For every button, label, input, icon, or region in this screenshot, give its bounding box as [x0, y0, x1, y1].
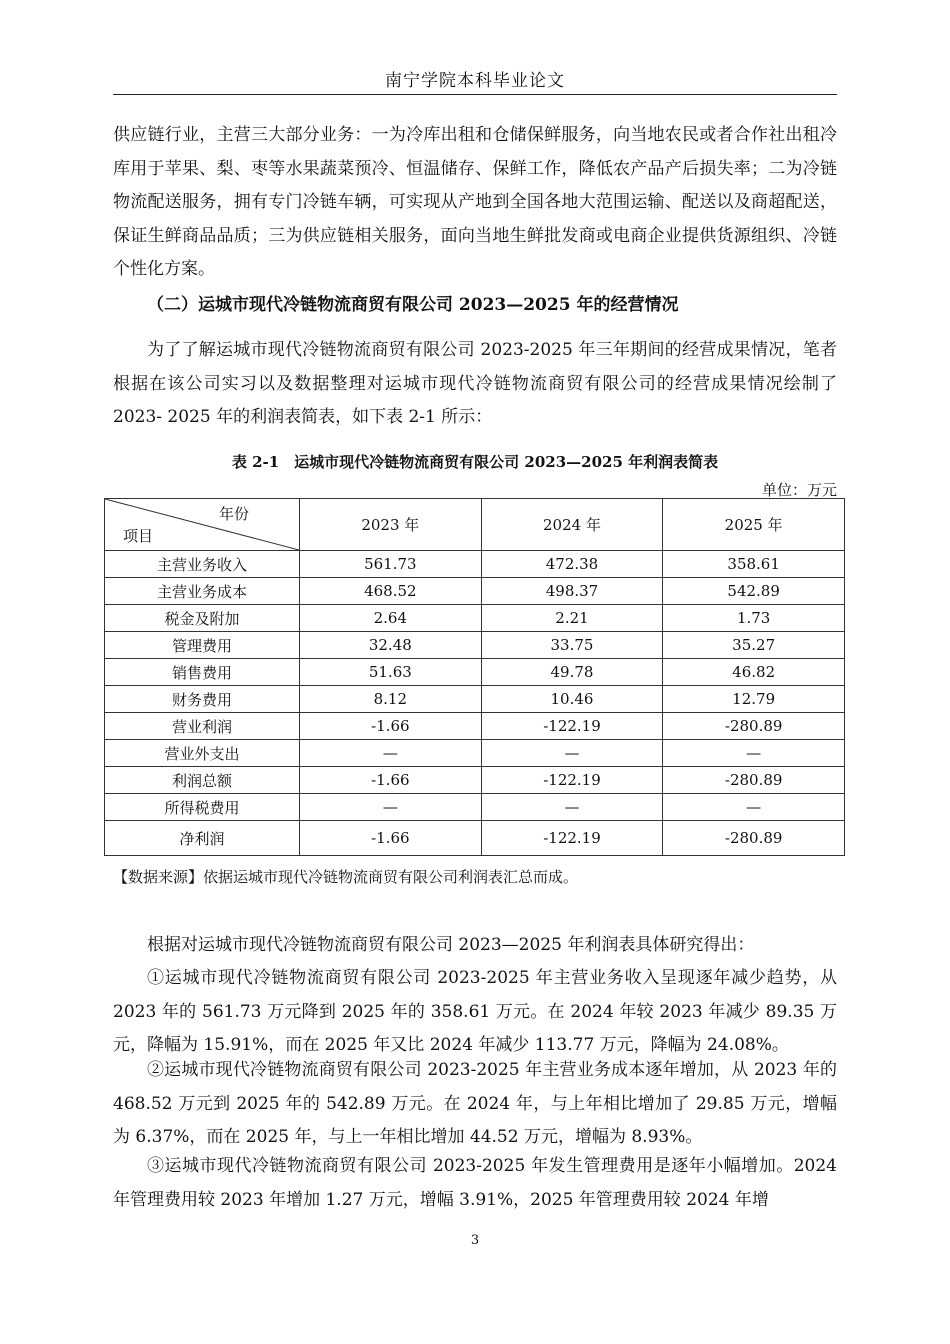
row-label: 净利润	[105, 821, 300, 856]
table-cell: —	[300, 740, 482, 767]
corner-item-label: 项目	[123, 527, 154, 545]
section-heading: （二）运城市现代冷链物流商贸有限公司 2023—2025 年的经营情况	[147, 295, 679, 315]
analysis-point-3: ③运城市现代冷链物流商贸有限公司 2023-2025 年发生管理费用是逐年小幅增加。2024 年管理费用较 2023 年增加 1.27 万元，增幅 3.91%，2025 年管理费用较 2024 年增	[113, 1156, 837, 1210]
table-row	[105, 794, 845, 821]
table-row	[105, 632, 845, 659]
table-cell: 46.82	[663, 659, 845, 686]
table-cell: 468.52	[300, 578, 482, 605]
row-label: 利润总额	[105, 767, 300, 794]
table-cell: -1.66	[300, 767, 482, 794]
table-cell: —	[481, 794, 663, 821]
table-cell: 542.89	[663, 578, 845, 605]
table-cell: —	[663, 794, 845, 821]
table-cell: —	[663, 740, 845, 767]
column-header-2025: 2025 年	[663, 499, 845, 551]
table-unit: 单位：万元	[761, 481, 837, 499]
table-cell: -1.66	[300, 821, 482, 856]
table-cell: 10.46	[481, 686, 663, 713]
header-divider	[113, 94, 837, 95]
row-label: 营业利润	[105, 713, 300, 740]
page-number: 3	[470, 1233, 480, 1248]
table-cell: 358.61	[663, 551, 845, 578]
table-cell: 49.78	[481, 659, 663, 686]
table-cell: 35.27	[663, 632, 845, 659]
table-cell: -1.66	[300, 713, 482, 740]
table-row	[105, 821, 845, 856]
table-cell: -122.19	[481, 713, 663, 740]
table-cell: -280.89	[663, 767, 845, 794]
table-cell: 2.21	[481, 605, 663, 632]
row-label: 管理费用	[105, 632, 300, 659]
table-cell: 8.12	[300, 686, 482, 713]
section-paragraph: 为了了解运城市现代冷链物流商贸有限公司 2023-2025 年三年期间的经营成果情况，笔者根据在该公司实习以及数据整理对运城市现代冷链物流商贸有限公司的经营成果情况绘制了 2023- 2025 年的利润表简表，如下表 2-1 所示：	[113, 340, 837, 427]
row-label: 营业外支出	[105, 740, 300, 767]
corner-year-label: 年份	[218, 505, 249, 523]
table-row	[105, 713, 845, 740]
column-header-2023: 2023 年	[300, 499, 482, 551]
page-header-title: 南宁学院本科毕业论文	[385, 71, 565, 91]
table-row	[105, 659, 845, 686]
table-row	[105, 578, 845, 605]
row-label: 销售费用	[105, 659, 300, 686]
table-row	[105, 740, 845, 767]
table-title: 表 2-1 运城市现代冷链物流商贸有限公司 2023—2025 年利润表简表	[231, 453, 719, 471]
table-cell: 32.48	[300, 632, 482, 659]
row-label: 所得税费用	[105, 794, 300, 821]
table-row	[105, 551, 845, 578]
table-cell: 12.79	[663, 686, 845, 713]
table-cell: —	[481, 740, 663, 767]
analysis-lead: 根据对运城市现代冷链物流商贸有限公司 2023—2025 年利润表具体研究得出：	[147, 935, 755, 955]
table-cell: 2.64	[300, 605, 482, 632]
table-header-row	[105, 499, 845, 551]
profit-statement-table	[104, 498, 845, 856]
table-cell: -122.19	[481, 767, 663, 794]
table-row	[105, 605, 845, 632]
intro-paragraph: 供应链行业，主营三大部分业务：一为冷库出租和仓储保鲜服务，向当地农民或者合作社出租冷库用于苹果、梨、枣等水果蔬菜预冷、恒温储存、保鲜工作，降低农产品产后损失率；二为冷链物流配送服务，拥有专门冷链车辆，可实现从产地到全国各地大范围运输、配送以及商超配送，保证生鲜商品品质；三为供应链相关服务，面向当地生鲜批发商或电商企业提供货源组织、冷链个性化方案。	[113, 125, 837, 279]
analysis-point-2: ②运城市现代冷链物流商贸有限公司 2023-2025 年主营业务成本逐年增加，从 2023 年的 468.52 万元到 2025 年的 542.89 万元。在 2024 年，与上年相比增加了 29.85 万元，增幅为 6.37%，而在 2025 年，与上一年相比增加 44.52 万元，增幅为 8.93%。	[113, 1060, 837, 1147]
table-cell: 1.73	[663, 605, 845, 632]
table-cell: 51.63	[300, 659, 482, 686]
table-row	[105, 767, 845, 794]
table-cell: -122.19	[481, 821, 663, 856]
row-label: 税金及附加	[105, 605, 300, 632]
table-cell: —	[300, 794, 482, 821]
table-cell: -280.89	[663, 821, 845, 856]
table-cell: -280.89	[663, 713, 845, 740]
row-label: 主营业务成本	[105, 578, 300, 605]
data-source-note: 【数据来源】依据运城市现代冷链物流商贸有限公司利润表汇总而成。	[113, 868, 579, 886]
table-cell: 561.73	[300, 551, 482, 578]
analysis-point-1: ①运城市现代冷链物流商贸有限公司 2023-2025 年主营业务收入呈现逐年减少趋势，从 2023 年的 561.73 万元降到 2025 年的 358.61 万元。在 2024 年较 2023 年减少 89.35 万元，降幅为 15.91%，而在 2025 年又比 2024 年减少 113.77 万元，降幅为 24.08%。	[113, 968, 837, 1055]
row-label: 主营业务收入	[105, 551, 300, 578]
table-cell: 33.75	[481, 632, 663, 659]
table-corner-cell	[105, 499, 300, 551]
row-label: 财务费用	[105, 686, 300, 713]
table-row	[105, 686, 845, 713]
column-header-2024: 2024 年	[481, 499, 663, 551]
table-cell: 472.38	[481, 551, 663, 578]
table-cell: 498.37	[481, 578, 663, 605]
